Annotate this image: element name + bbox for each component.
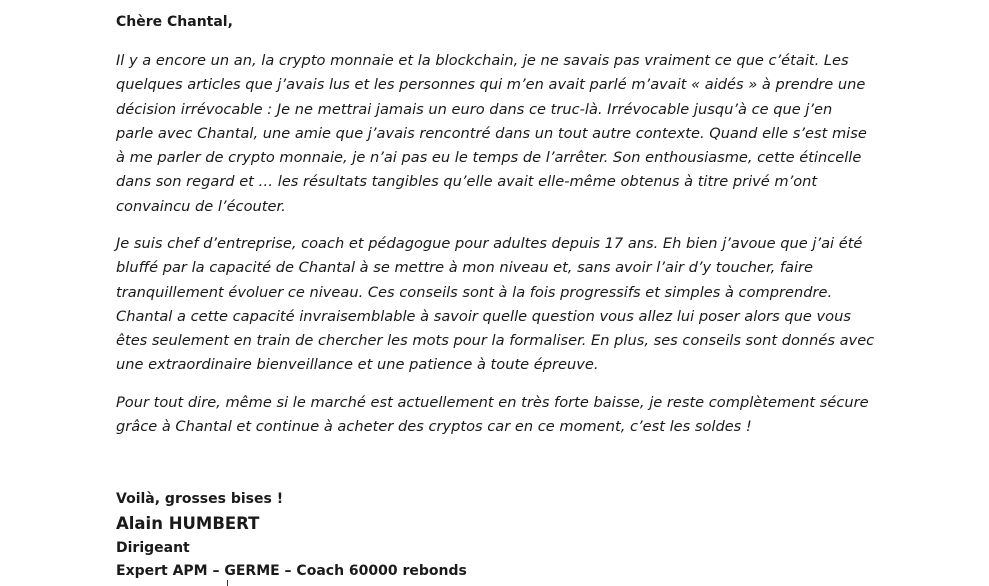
paragraph-1	[116, 49, 867, 219]
paragraph-line: Chantal a cette capacité invraisemblable à savoir quelle question vous allez lui poser alors que vous	[116, 307, 851, 325]
paragraph-line: décision irrévocable : Je ne mettrai jamais un euro dans ce truc-là. Irrévocable jusqu’à ce que j’en	[116, 100, 833, 118]
paragraph-line: une extraordinaire bienveillance et une patience à toute épreuve.	[116, 356, 599, 374]
paragraph-line: quelques articles que j’avais lus et les personnes qui m’en avait parlé m’avait « aidés » à prendre une	[116, 76, 866, 94]
paragraph-line: convaincu de l’écouter.	[116, 197, 286, 215]
paragraph-line: Pour tout dire, même si le marché est actuellement en très forte baisse, je reste complètement sécure	[116, 394, 869, 411]
paragraph-line: Je suis chef d’entreprise, coach et pédagogue pour adultes depuis 17 ans. Eh bien j’avoue que j’ai été	[116, 235, 863, 252]
letter-greeting: Chère Chantal,	[116, 14, 233, 30]
paragraph-line: à me parler de crypto monnaie, je n’ai pas eu le temps de l’arrêter. Son enthousiasme, cette étincelle	[116, 149, 862, 167]
paragraph-3	[116, 391, 869, 440]
signer-title: Expert APM – GERME – Coach 60000 rebonds	[116, 563, 467, 579]
paragraph-line: Il y a encore un an, la crypto monnaie et la blockchain, je ne savais pas vraiment ce que c’était. Les	[116, 52, 849, 69]
text-cursor	[227, 580, 228, 586]
paragraph-line: parle avec Chantal, une amie que j’avais rencontré dans un tout autre contexte. Quand elle s’est mise	[116, 124, 867, 142]
signer-name: Alain HUMBERT	[116, 514, 260, 533]
letter-closing: Voilà, grosses bises !	[116, 491, 284, 507]
paragraph-line: tranquillement évoluer ce niveau. Ces conseils sont à la fois progressifs et simples à comprendre.	[116, 283, 833, 301]
signer-role: Dirigeant	[116, 540, 190, 556]
paragraph-2	[116, 232, 874, 378]
paragraph-line: bluffé par la capacité de Chantal à se mettre à mon niveau et, sans avoir l’air d’y toucher, faire	[116, 259, 814, 277]
paragraph-line: dans son regard et … les résultats tangibles qu’elle avait elle-même obtenus à titre privé m’ont	[116, 173, 818, 191]
paragraph-line: grâce à Chantal et continue à acheter des cryptos car en ce moment, c’est les soldes !	[116, 418, 752, 436]
paragraph-line: êtes seulement en train de chercher les mots pour la formaliser. En plus, ses conseils sont donnés avec	[116, 332, 875, 350]
